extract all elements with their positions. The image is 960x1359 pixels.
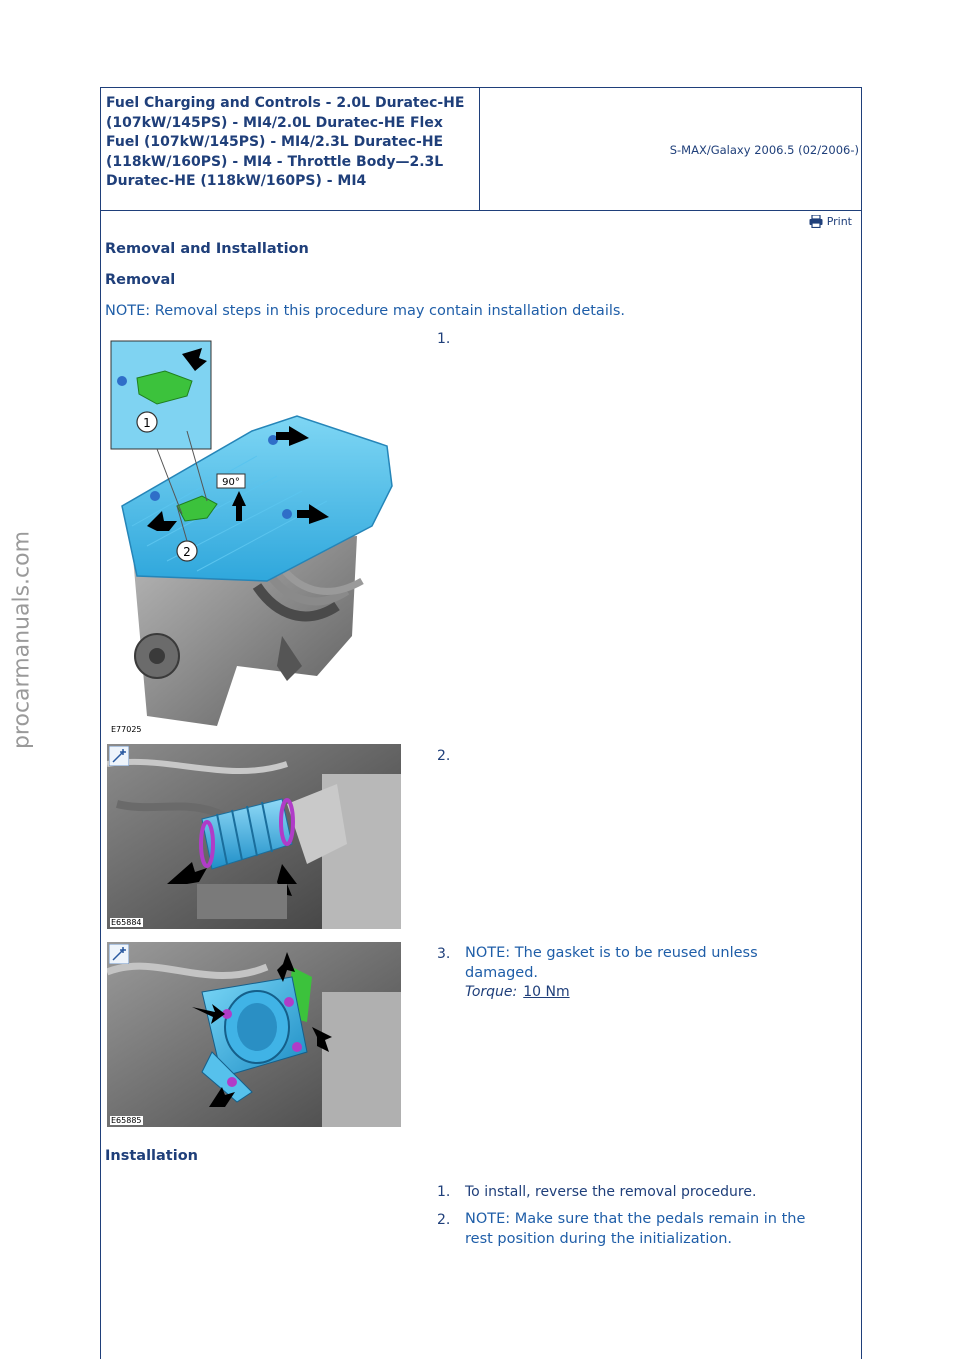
document-header: [101, 88, 861, 211]
page-title: Fuel Charging and Controls - 2.0L Duratec-HE (107kW/145PS) - MI4/2.0L Duratec-HE Flex Fuel (107kW/145PS) - MI4/2.3L Duratec-HE (118kW/160PS) - MI4 - Throttle Body—2.3L Duratec-HE (118kW/160PS) - MI4: [106, 95, 465, 189]
torque-label: Torque:: [465, 984, 518, 1000]
removal-step-3-number: 3.: [437, 946, 451, 962]
section-heading-main: Removal and Installation: [105, 241, 309, 257]
model-label: S-MAX/Galaxy 2006.5 (02/2006-): [669, 143, 859, 157]
header-title-cell: [101, 88, 480, 210]
callout-1: 1: [143, 416, 151, 430]
removal-step-1-number: 1.: [437, 331, 451, 347]
document-frame: [100, 87, 862, 1359]
removal-step-2-number: 2.: [437, 748, 451, 764]
installation-step-1-text: To install, reverse the removal procedure.: [465, 1184, 757, 1200]
header-model-cell: [480, 88, 861, 210]
installation-step-2-number: 2.: [437, 1212, 451, 1228]
removal-note: NOTE: Removal steps in this procedure may contain installation details.: [105, 303, 626, 319]
figure-throttle-body: [107, 942, 401, 1127]
figure-label: E77025: [111, 725, 142, 734]
watermark: procarmanuals.com: [9, 530, 35, 750]
zoom-icon[interactable]: [109, 746, 129, 766]
callout-angle: 90°: [222, 477, 240, 488]
section-heading-installation: Installation: [105, 1148, 198, 1164]
figure-air-intake: [107, 744, 401, 929]
callout-2: 2: [183, 545, 191, 559]
print-label: Print: [826, 215, 852, 228]
installation-step-1-number: 1.: [437, 1184, 451, 1200]
figure-engine-cover: [107, 336, 397, 736]
air-intake-illustration: [107, 744, 401, 929]
throttle-body-illustration: [107, 942, 401, 1127]
printer-icon: [809, 215, 823, 228]
removal-step-3-note: NOTE: The gasket is to be reused unless damaged.: [465, 945, 758, 981]
torque-spec: [465, 984, 570, 1000]
engine-cover-illustration: [107, 336, 397, 736]
installation-step-2-note: NOTE: Make sure that the pedals remain in the rest position during the initialization.: [465, 1211, 806, 1247]
figure-label: E65885: [111, 1116, 142, 1125]
section-heading-removal: Removal: [105, 272, 176, 288]
torque-value: 10 Nm: [523, 984, 570, 1000]
zoom-icon[interactable]: [109, 944, 129, 964]
print-button[interactable]: [809, 215, 852, 228]
figure-label: E65884: [111, 918, 142, 927]
